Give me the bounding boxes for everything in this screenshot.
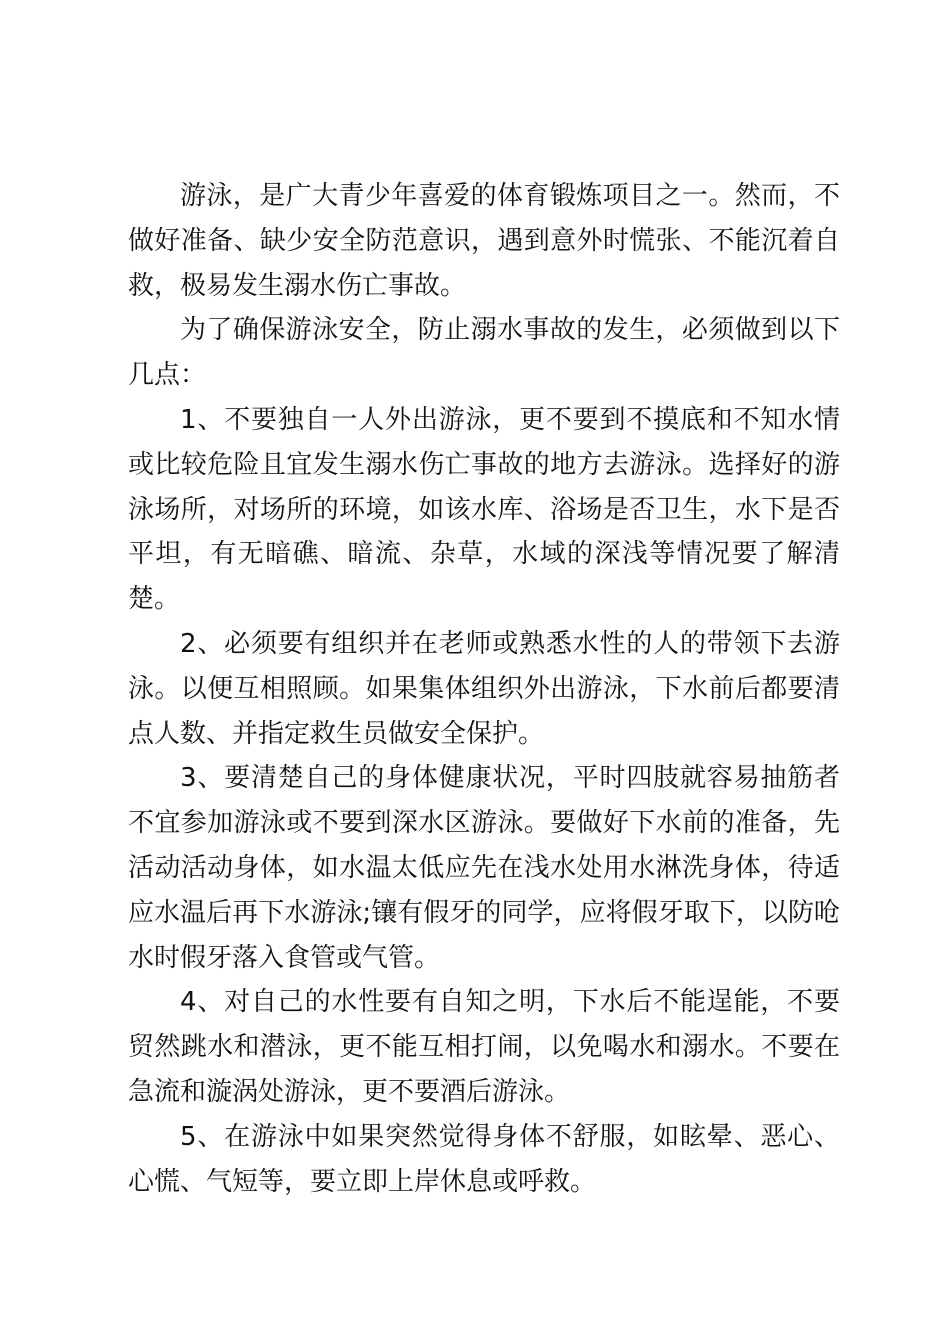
document-body (128, 174, 840, 1204)
paragraph-requirements: 为了确保游泳安全，防止溺水事故的发生，必须做到以下几点： (128, 315, 840, 391)
paragraph-intro: 游泳，是广大青少年喜爱的体育锻炼项目之一。然而，不做好准备、缺少安全防范意识，遇到意外时慌张、不能沉着自救，极易发生溺水伤亡事故。 (128, 181, 840, 301)
paragraph-point-3: 3、要清楚自己的身体健康状况，平时四肢就容易抽筋者不宜参加游泳或不要到深水区游泳。要做好下水前的准备，先活动活动身体，如水温太低应先在浅水处用水淋洗身体，待适应水温后再下水游泳;镶有假牙的同学，应将假牙取下，以防呛水时假牙落入食管或气管。 (128, 763, 840, 973)
paragraph-point-4: 4、对自己的水性要有自知之明，下水后不能逞能，不要贸然跳水和潜泳，更不能互相打闹，以免喝水和溺水。不要在急流和漩涡处游泳，更不要酒后游泳。 (128, 987, 840, 1107)
paragraph-point-5: 5、在游泳中如果突然觉得身体不舒服，如眩晕、恶心、心慌、气短等，要立即上岸休息或呼救。 (128, 1121, 840, 1197)
paragraph-point-1: 1、不要独自一人外出游泳，更不要到不摸底和不知水情或比较危险且宜发生溺水伤亡事故的地方去游泳。选择好的游泳场所，对场所的环境，如该水库、浴场是否卫生，水下是否平坦，有无暗礁、暗流、杂草，水域的深浅等情况要了解清楚。 (128, 404, 840, 615)
paragraph-point-2: 2、必须要有组织并在老师或熟悉水性的人的带领下去游泳。以便互相照顾。如果集体组织外出游泳，下水前后都要清点人数、并指定救生员做安全保护。 (128, 628, 840, 749)
